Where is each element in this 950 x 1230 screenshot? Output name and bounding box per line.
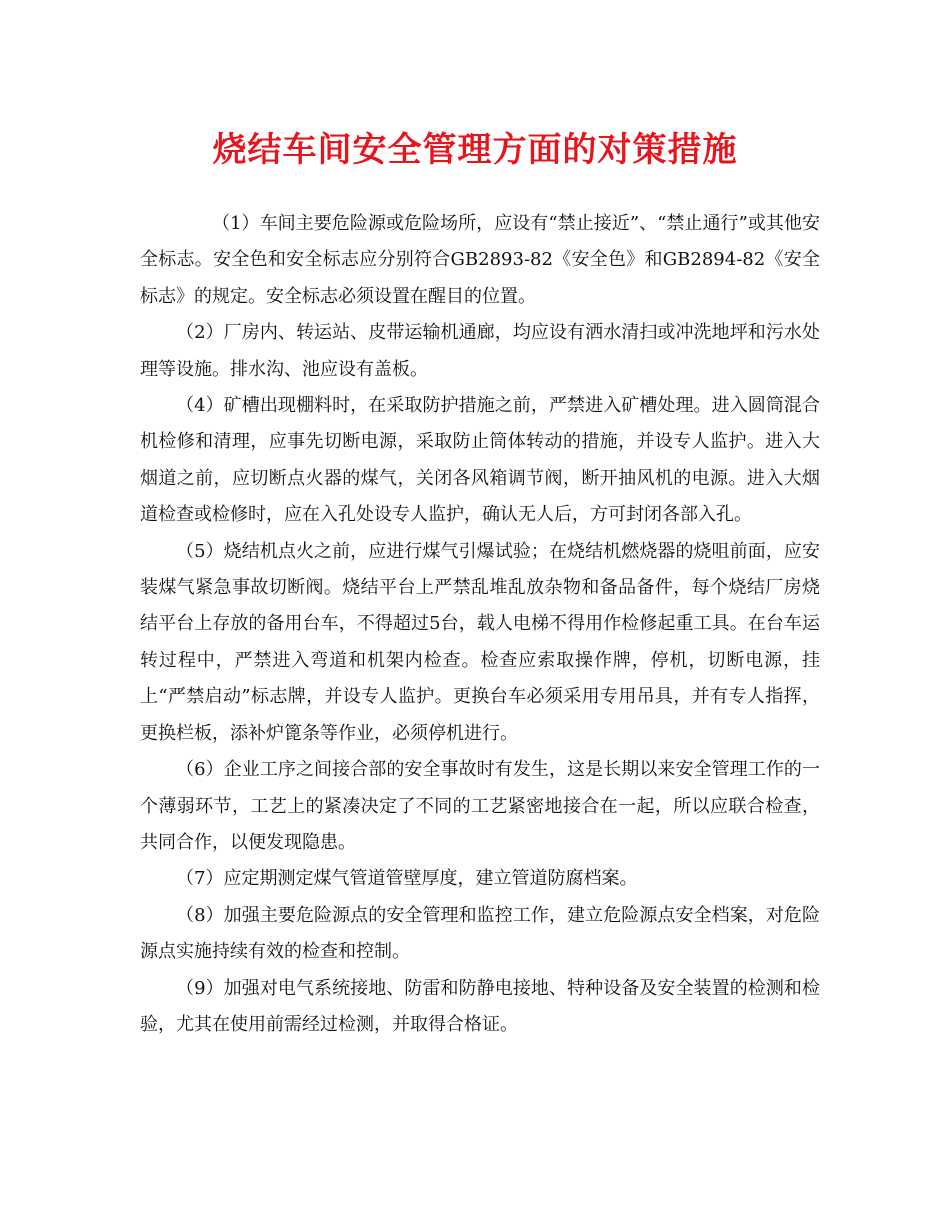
paragraph-1: （1）车间主要危险源或危险场所，应设有“禁止接近”、“禁止通行”或其他安全标志。安全色和安全标志应分别符合GB2893-82《安全色》和GB2894-82《安全标志》的规定。安全标志必须设置在醒目的位置。 — [140, 213, 820, 307]
paragraph-6: （6）企业工序之间接合部的安全事故时有发生，这是长期以来安全管理工作的一个薄弱环节，工艺上的紧凑决定了不同的工艺紧密地接合在一起，所以应联合检查，共同合作，以便发现隐患。 — [140, 759, 820, 853]
paragraph-5: （5）烧结机点火之前，应进行煤气引爆试验；在烧结机燃烧器的烧咀前面，应安装煤气紧急事故切断阀。烧结平台上严禁乱堆乱放杂物和备品备件，每个烧结厂房烧结平台上存放的备用台车，不得超过5台，载人电梯不得用作检修起重工具。在台车运转过程中，严禁进入弯道和机架内检查。检查应索取操作牌，停机，切断电源，挂上“严禁启动”标志牌，并设专人监护。更换台车必须采用专用吊具，并有专人指挥，更换栏板，添补炉篦条等作业，必须停机进行。 — [140, 540, 820, 744]
document-body — [140, 206, 820, 1043]
paragraph-4: （4）矿槽出现棚料时，在采取防护措施之前，严禁进入矿槽处理。进入圆筒混合机检修和清理，应事先切断电源，采取防止筒体转动的措施，并设专人监护。进入大烟道之前，应切断点火器的煤气，关闭各风箱调节阀，断开抽风机的电源。进入大烟道检查或检修时，应在入孔处设专人监护，确认无人后，方可封闭各部入孔。 — [140, 395, 820, 526]
paragraph-8: （8）加强主要危险源点的安全管理和监控工作，建立危险源点安全档案，对危险源点实施持续有效的检查和控制。 — [140, 904, 820, 963]
paragraph-9: （9）加强对电气系统接地、防雷和防静电接地、特种设备及安全装置的检测和检验，尤其在使用前需经过检测，并取得合格证。 — [140, 977, 820, 1035]
document-title: 烧结车间安全管理方面的对策措施 — [212, 130, 738, 170]
paragraph-7: （7）应定期测定煤气管道管壁厚度，建立管道防腐档案。 — [176, 868, 638, 890]
paragraph-2: （2）厂房内、转运站、皮带运输机通廊，均应设有洒水清扫或冲洗地坪和污水处理等设施。排水沟、池应设有盖板。 — [140, 322, 820, 380]
